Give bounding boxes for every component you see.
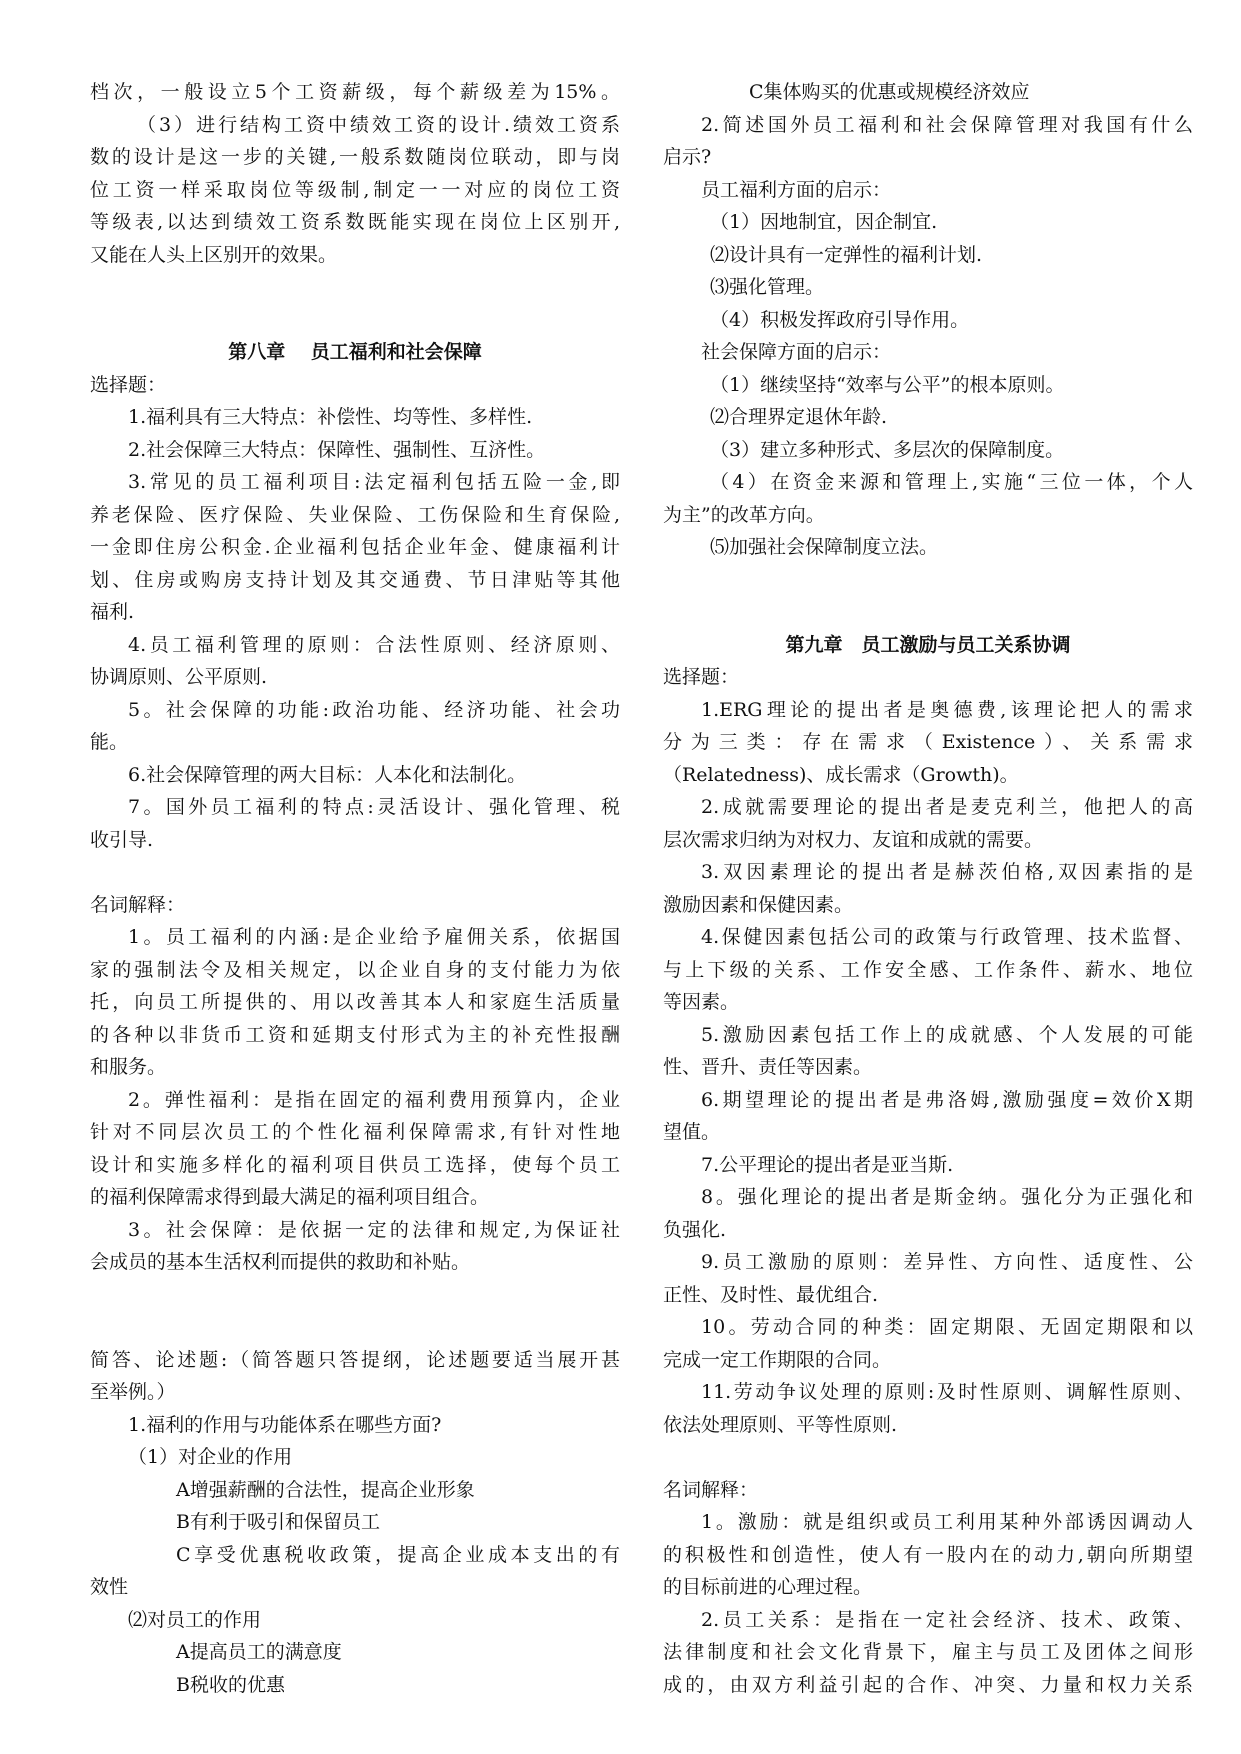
text-line: 家的强制法令及相关规定，以企业自身的支付能力为依 bbox=[90, 958, 620, 981]
text-line: 档次，一般设立5个工资薪级，每个薪级差为15%。 bbox=[90, 81, 620, 103]
text-line: 4.保健因素包括公司的政策与行政管理、技术监督、 bbox=[701, 926, 1193, 948]
text-line: 2.社会保障三大特点：保障性、强制性、互济性。 bbox=[128, 438, 546, 461]
text-line: 养老保险、医疗保险、失业保险、工伤保险和生育保险, bbox=[90, 503, 620, 526]
text-line: ⑶强化管理。 bbox=[710, 276, 825, 298]
choice-heading: 选择题： bbox=[663, 666, 740, 688]
text-line: 11.劳动争议处理的原则:及时性原则、调解性原则、 bbox=[701, 1381, 1193, 1403]
text-line: 1.ERG理论的提出者是奥德费,该理论把人的需求 bbox=[701, 698, 1193, 721]
chapter-8-title: 第八章 员工福利和社会保障 bbox=[228, 341, 482, 363]
text-line: 1.福利具有三大特点：补偿性、均等性、多样性. bbox=[128, 406, 533, 428]
text-line: 又能在人头上区别开的效果。 bbox=[90, 243, 338, 266]
text-line: 2.员工关系：是指在一定社会经济、技术、政策、 bbox=[701, 1608, 1193, 1631]
text-line: 1.福利的作用与功能体系在哪些方面? bbox=[128, 1413, 442, 1436]
text-line: 2.简述国外员工福利和社会保障管理对我国有什么 bbox=[701, 113, 1193, 136]
text-line: 一金即住房公积金.企业福利包括企业年金、健康福利计 bbox=[90, 536, 620, 558]
text-line: 收引导. bbox=[90, 828, 154, 851]
spacer bbox=[663, 1441, 1193, 1474]
essay-heading: 至举例。） bbox=[90, 1381, 176, 1403]
text-line: 效性 bbox=[90, 1576, 129, 1598]
text-line: 的福利保障需求得到最大满足的福利项目组合。 bbox=[90, 1186, 490, 1208]
choice-heading: 选择题： bbox=[90, 373, 167, 396]
text-line: 8。强化理论的提出者是斯金纳。强化分为正强化和 bbox=[701, 1186, 1193, 1208]
text-line: 1。员工福利的内涵:是企业给予雇佣关系，依据国 bbox=[128, 926, 620, 948]
text-line: 完成一定工作期限的合同。 bbox=[663, 1348, 892, 1371]
spacer bbox=[90, 1279, 620, 1344]
text-line: 负强化. bbox=[663, 1218, 727, 1241]
text-line: 划、住房或购房支持计划及其交通费、节日津贴等其他 bbox=[90, 568, 620, 591]
text-line: 与上下级的关系、工作安全感、工作条件、薪水、地位 bbox=[663, 958, 1193, 981]
text-line: A提高员工的满意度 bbox=[176, 1641, 342, 1663]
text-line: 为主”的改革方向。 bbox=[663, 503, 825, 526]
spacer bbox=[663, 564, 1193, 629]
text-line: 1。激励：就是组织或员工利用某种外部诱因调动人 bbox=[701, 1511, 1193, 1533]
text-line: 能。 bbox=[90, 731, 129, 753]
text-line: 7.公平理论的提出者是亚当斯. bbox=[701, 1153, 954, 1176]
text-line: 性、晋升、责任等因素。 bbox=[663, 1056, 873, 1078]
text-line: 的各种以非货币工资和延期支付形式为主的补充性报酬 bbox=[90, 1023, 620, 1046]
text-line: 成的，由双方利益引起的合作、冲突、力量和权力关系 bbox=[663, 1673, 1193, 1696]
text-line: B税收的优惠 bbox=[176, 1673, 285, 1696]
terms-heading: 名词解释： bbox=[663, 1478, 759, 1501]
text-line: 针对不同层次员工的个性化福利保障需求,有针对性地 bbox=[90, 1121, 620, 1143]
text-line: 层次需求归纳为对权力、友谊和成就的需要。 bbox=[663, 828, 1044, 851]
text-line: 员工福利方面的启示： bbox=[701, 178, 892, 201]
text-line: C集体购买的优惠或规模经济效应 bbox=[749, 81, 1030, 103]
text-line: 6.社会保障管理的两大目标：人本化和法制化。 bbox=[128, 763, 527, 786]
text-line: 会成员的基本生活权利而提供的救助和补贴。 bbox=[90, 1251, 471, 1273]
text-line: 正性、及时性、最优组合. bbox=[663, 1283, 879, 1306]
text-line: 4.员工福利管理的原则：合法性原则、经济原则、 bbox=[128, 633, 620, 656]
text-line: （4）在资金来源和管理上,实施“三位一体，个人 bbox=[710, 471, 1193, 493]
text-line: 福利. bbox=[90, 601, 135, 623]
text-line: 协调原则、公平原则. bbox=[90, 666, 268, 688]
spacer bbox=[90, 271, 620, 336]
text-line: 3.双因素理论的提出者是赫茨伯格,双因素指的是 bbox=[701, 861, 1193, 883]
text-line: 6.期望理论的提出者是弗洛姆,激励强度=效价X期 bbox=[701, 1088, 1193, 1111]
text-line: B有利于吸引和保留员工 bbox=[176, 1511, 380, 1533]
text-line: （1）因地制宜，因企制宜. bbox=[710, 211, 938, 233]
text-line: 等因素。 bbox=[663, 991, 740, 1013]
text-line: 5。社会保障的功能:政治功能、经济功能、社会功 bbox=[128, 698, 620, 721]
text-line: 托，向员工所提供的、用以改善其本人和家庭生活质量 bbox=[90, 991, 620, 1013]
text-line: 和服务。 bbox=[90, 1056, 167, 1078]
text-line: 激励因素和保健因素。 bbox=[663, 893, 854, 916]
spacer bbox=[90, 856, 620, 889]
text-line: （Relatedness)、成长需求（Growth)。 bbox=[663, 763, 1019, 786]
text-line: 3。社会保障：是依据一定的法律和规定,为保证社 bbox=[128, 1218, 620, 1241]
text-line: （1）继续坚持“效率与公平”的根本原则。 bbox=[710, 373, 1065, 396]
text-line: （1）对企业的作用 bbox=[128, 1446, 293, 1468]
terms-heading: 名词解释： bbox=[90, 893, 186, 916]
left-column bbox=[90, 76, 620, 1701]
text-line: ⑸加强社会保障制度立法。 bbox=[710, 536, 939, 558]
chapter-9-title: 第九章 员工激励与员工关系协调 bbox=[785, 633, 1071, 656]
text-line: 10。劳动合同的种类：固定期限、无固定期限和以 bbox=[701, 1316, 1193, 1338]
text-line: 法律制度和社会文化背景下，雇主与员工及团体之间形 bbox=[663, 1641, 1193, 1663]
text-line: ⑵设计具有一定弹性的福利计划. bbox=[710, 243, 983, 266]
text-line: 3.常见的员工福利项目:法定福利包括五险一金,即 bbox=[128, 471, 620, 493]
text-line: 2.成就需要理论的提出者是麦克利兰，他把人的高 bbox=[701, 796, 1193, 818]
text-line: 分为三类：存在需求（Existence）、关系需求 bbox=[663, 731, 1193, 753]
text-line: 7。国外员工福利的特点:灵活设计、强化管理、税 bbox=[128, 796, 620, 818]
text-line: 启示? bbox=[663, 146, 712, 168]
right-column bbox=[663, 76, 1193, 1701]
text-line: 的积极性和创造性，使人有一股内在的动力,朝向所期望 bbox=[663, 1543, 1193, 1566]
text-line: A增强薪酬的合法性，提高企业形象 bbox=[176, 1478, 475, 1501]
text-line: 社会保障方面的启示： bbox=[701, 341, 892, 363]
text-line: 依法处理原则、平等性原则. bbox=[663, 1413, 898, 1436]
text-line: 数的设计是这一步的关键,一般系数随岗位联动，即与岗 bbox=[90, 146, 620, 168]
text-line: 设计和实施多样化的福利项目供员工选择，使每个员工 bbox=[90, 1153, 620, 1176]
text-line: ⑵对员工的作用 bbox=[128, 1608, 262, 1631]
text-line: （3）进行结构工资中绩效工资的设计.绩效工资系 bbox=[137, 113, 620, 136]
text-line: 等级表,以达到绩效工资系数既能实现在岗位上区别开, bbox=[90, 211, 620, 233]
text-line: 望值。 bbox=[663, 1121, 721, 1143]
text-line: （4）积极发挥政府引导作用。 bbox=[710, 308, 970, 331]
text-line: 的目标前进的心理过程。 bbox=[663, 1576, 873, 1598]
text-line: （3）建立多种形式、多层次的保障制度。 bbox=[710, 438, 1065, 461]
text-line: 9.员工激励的原则：差异性、方向性、适度性、公 bbox=[701, 1251, 1193, 1273]
text-line: 5.激励因素包括工作上的成就感、个人发展的可能 bbox=[701, 1023, 1193, 1046]
text-line: 位工资一样采取岗位等级制,制定一一对应的岗位工资 bbox=[90, 178, 620, 201]
text-line: C享受优惠税收政策，提高企业成本支出的有 bbox=[176, 1543, 620, 1566]
text-line: 2。弹性福利：是指在固定的福利费用预算内，企业 bbox=[128, 1088, 620, 1111]
text-line: ⑵合理界定退休年龄. bbox=[710, 406, 888, 428]
essay-heading: 简答、论述题:（简答题只答提纲，论述题要适当展开甚 bbox=[90, 1348, 620, 1371]
